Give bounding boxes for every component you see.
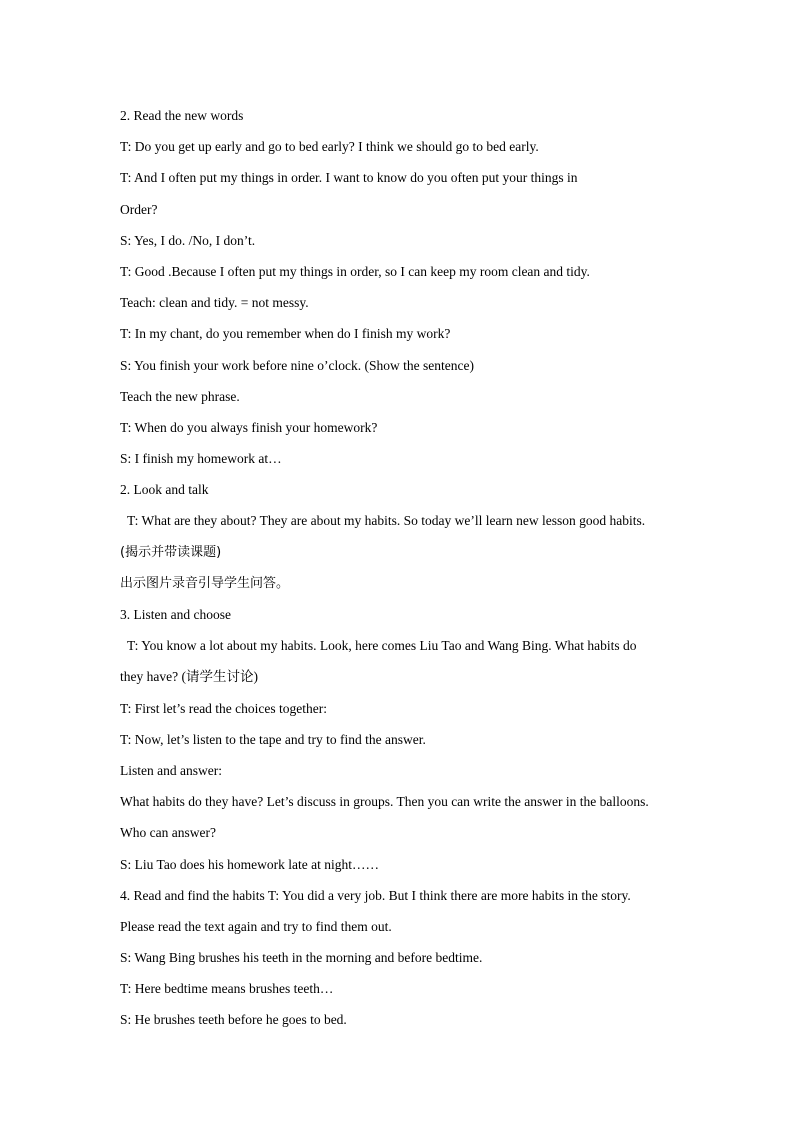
text-line: S: Wang Bing brushes his teeth in the morning and before bedtime. (120, 950, 483, 966)
text-line: T: Good .Because I often put my things in order, so I can keep my room clean and tidy. (120, 263, 590, 279)
text-line: S: You finish your work before nine o’clock. (Show the sentence) (120, 357, 474, 373)
text-line: T: Here bedtime means brushes teeth… (120, 981, 334, 997)
text-line: T: First let’s read the choices together: (120, 700, 328, 716)
text-line: they have? (请学生讨论) (120, 669, 258, 685)
text-line: Listen and answer: (120, 762, 222, 778)
section-heading-read-new-words: 2. Read the new words (120, 108, 244, 123)
text-line: T: Now, let’s listen to the tape and try to find the answer. (120, 731, 426, 747)
text-line: Teach: clean and tidy. = not messy. (120, 295, 309, 311)
text-line: What habits do they have? Let’s discuss in groups. Then you can write the answer in the balloons. (120, 794, 649, 810)
text-line: T: What are they about? They are about my habits. So today we’ll learn new lesson good habits. (127, 513, 646, 529)
text-line: S: Yes, I do. /No, I don’t. (120, 232, 256, 248)
text-line: T: You know a lot about my habits. Look, here comes Liu Tao and Wang Bing. What habits do (127, 638, 637, 654)
text-line: T: And I often put my things in order. I want to know do you often put your things in (120, 170, 578, 186)
document-body (120, 100, 680, 1036)
text-line: Order? (120, 201, 158, 217)
text-line: Teach the new phrase. (120, 388, 240, 404)
text-line: S: I finish my homework at… (120, 451, 282, 467)
section-heading-listen-and-choose: 3. Listen and choose (120, 607, 231, 622)
text-line: (揭示并带读课题) (120, 544, 222, 560)
text-line: 出示图片录音引导学生问答。 (120, 575, 290, 591)
text-line: T: In my chant, do you remember when do I finish my work? (120, 326, 451, 342)
text-line: T: When do you always finish your homework? (120, 419, 378, 435)
text-line: Please read the text again and try to find them out. (120, 918, 392, 934)
section-heading-read-and-find: 4. Read and find the habits T: You did a very job. But I think there are more habits in the story. (120, 887, 631, 903)
section-heading-look-and-talk: 2. Look and talk (120, 482, 209, 498)
text-line: S: Liu Tao does his homework late at night…… (120, 856, 380, 872)
text-line: S: He brushes teeth before he goes to bed. (120, 1012, 347, 1028)
text-line: T: Do you get up early and go to bed early? I think we should go to bed early. (120, 139, 539, 155)
text-line: Who can answer? (120, 825, 216, 841)
